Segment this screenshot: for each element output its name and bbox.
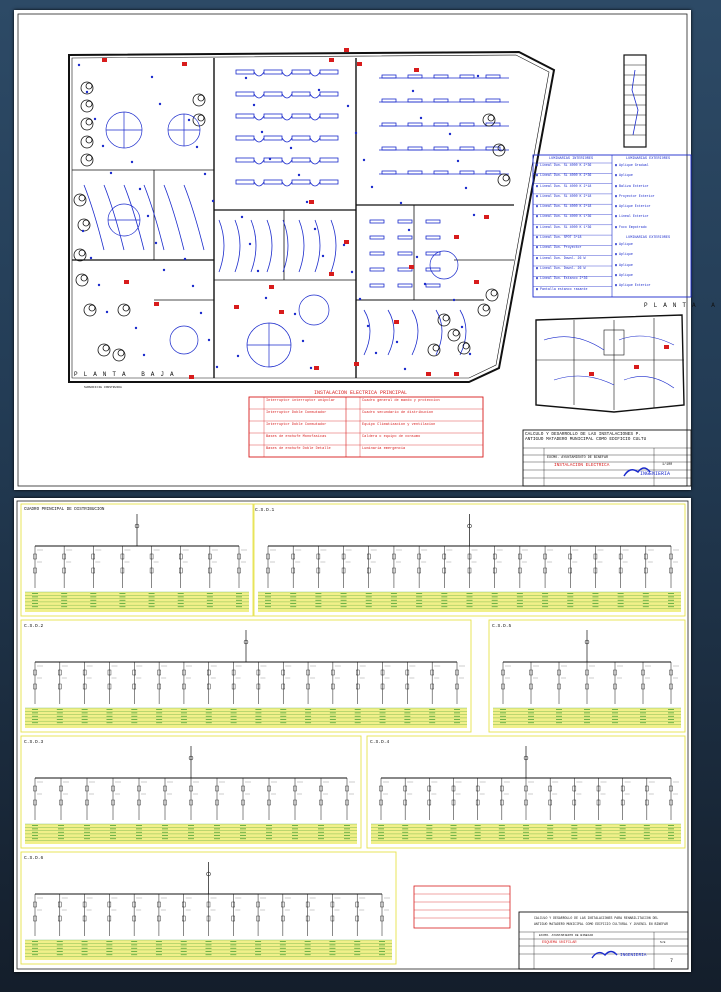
panel-label-csd4: C.S.D.4 — [370, 740, 390, 745]
luminaria-row: ▣ Foco Empotrado — [615, 224, 647, 229]
luminaria-row: ▣ Lineal Dun. SL 4000 K 2*36 — [536, 163, 592, 167]
panel-label-csd2: C.S.D.2 — [24, 624, 44, 629]
legend-right-item: Equipo Climatizacion y ventilacion — [362, 423, 436, 427]
escala: S/E — [660, 941, 666, 944]
luminarias-list-3 — [615, 242, 691, 293]
luminaria-row: ▣ Aplique — [615, 173, 633, 178]
luminaria-row: ▣ Aplique Exterior — [615, 283, 651, 288]
luminarias-list-2 — [615, 163, 691, 235]
luminaria-row: ▣ Lineal Dun. SL 4000 K 2*36 — [536, 173, 592, 178]
title-block-2 — [534, 916, 687, 926]
legend-title: INSTALACION ELECTRICA PRINCIPAL — [314, 390, 408, 396]
legend-left-item: Bases de enchufe Monofasicas — [266, 435, 327, 439]
floor-label-right: PLANTA A — [644, 302, 721, 309]
plano-name: INSTALACION ELECTRICA — [554, 463, 610, 468]
project-title-2: ANTIGUO MATADERO MUNICIPAL COMO EDIFICIO CULTURAL Y JUVENIL EN BINEFAR — [534, 922, 668, 926]
plano-name: ESQUEMA UNIFILAR — [542, 941, 577, 945]
legend-right-item: Cuadro secundario de distribucion — [362, 411, 434, 415]
luminarias-title-3: LUMINARIAS EXTERIORES — [626, 236, 671, 240]
escala: 1/100 — [662, 463, 673, 467]
luminaria-row: ▣ Lineal Dun. SL 4000 K 2*18 — [536, 193, 592, 198]
legend-right — [362, 399, 482, 459]
luminaria-row: ▣ Aplique Gradual — [615, 163, 649, 167]
luminaria-row: ▣ Lineal Dun. SL 4000 K 1*36 — [536, 224, 592, 229]
plano-number: 7 — [670, 958, 674, 964]
legend-left-item: Interruptor Doble Conmutador — [266, 411, 327, 415]
legend-left-item: Interruptor Doble Conmutador — [266, 423, 327, 427]
legend-right-item: Caldera o equipo de consumo — [362, 435, 421, 439]
promotor: EXCMO. AYUNTAMIENTO DE BINEFAR — [539, 934, 594, 937]
luminaria-row: ▣ Aplique Exterior — [615, 204, 651, 209]
project-title: CALCULO Y DESARROLLO DE LAS INSTALACIONES PARA REHABILITACION DEL — [534, 916, 659, 920]
floor-plan-sheet — [14, 10, 721, 490]
panel-label-csd1: C.S.D.1 — [255, 508, 275, 513]
luminaria-row: ▣ Lineal Dun. Estanco 2*36 — [536, 276, 588, 281]
promotor: EXCMO. AYUNTAMIENTO DE BINEFAR — [547, 456, 609, 460]
luminaria-row: ▣ Proyector Exterior — [615, 193, 655, 198]
luminaria-row: ▣ Aplique — [615, 252, 633, 257]
main-panel-title: CUADRO PRINCIPAL DE DISTRIBUCION — [24, 508, 105, 512]
luminaria-row: ▣ Lineal Dun. Downl. 26 W — [536, 265, 586, 270]
luminarias-title: LUMINARIAS INTERIORES — [549, 157, 594, 161]
surface-line-2: SUPERFICIE CONSTRUIDA — [84, 386, 122, 389]
single-line-sheet — [14, 498, 691, 972]
firm-name: INGENIERIA — [640, 471, 671, 477]
luminaria-row: ▣ Aplique — [615, 272, 633, 277]
firm-name: INGENIERIA — [620, 953, 647, 958]
panel-label-csd6: C.S.D.6 — [24, 856, 44, 861]
legend-right-item: Luminaria emergencia — [362, 447, 406, 451]
luminaria-row: ▣ Lineal Dun. SL 4000 K 1*36 — [536, 214, 592, 219]
surface-line-1: SUPERFICIE UTIL — [84, 381, 112, 384]
luminaria-row: ▣ Lineal Dun. Proyector — [536, 245, 582, 250]
panel-label-csd5: C.S.D.5 — [492, 624, 512, 629]
luminarias-title-2: LUMINARIAS EXTERIORES — [626, 157, 671, 161]
legend-left — [266, 399, 346, 459]
luminaria-row: ▣ Pantalla estanco rasante — [536, 286, 588, 291]
panel-label-csd3: C.S.D.3 — [24, 740, 44, 745]
project-title-2: ANTIGUO MATADERO MUNICIPAL COMO EDIFICIO CULTU — [525, 437, 647, 442]
legend-right-item: Cuadro general de mando y proteccion — [362, 399, 440, 403]
luminaria-row: ▣ Aplique — [615, 262, 633, 267]
luminaria-row: ▣ Baliza Exterior — [615, 183, 649, 188]
luminaria-row: ▣ Lineal Dun. SL 4000 K 2*18 — [536, 204, 592, 209]
luminarias-list — [536, 163, 611, 297]
project-title: CALCULO Y DESARROLLO DE LAS INSTALACIONES P. — [525, 432, 641, 437]
luminaria-row: ▣ Aplique — [615, 242, 633, 246]
luminaria-row: ▣ Lineal Exterior — [615, 214, 649, 219]
luminaria-row: ▣ Lineal Dun. Downl. 26 W — [536, 255, 586, 260]
luminaria-row: ▣ Lineal Dun. SPOT 3*18 — [536, 235, 582, 240]
floor-label: PLANTA BAJA — [74, 371, 180, 378]
legend-left-item: Bases de enchufe Doble Detalle — [266, 447, 331, 451]
legend-left-item: Interruptor interruptor unipolar — [266, 399, 336, 403]
title-block — [525, 432, 690, 442]
single-line-drawing — [14, 498, 691, 972]
luminaria-row: ▣ Lineal Dun. SL 4000 K 2*18 — [536, 183, 592, 188]
